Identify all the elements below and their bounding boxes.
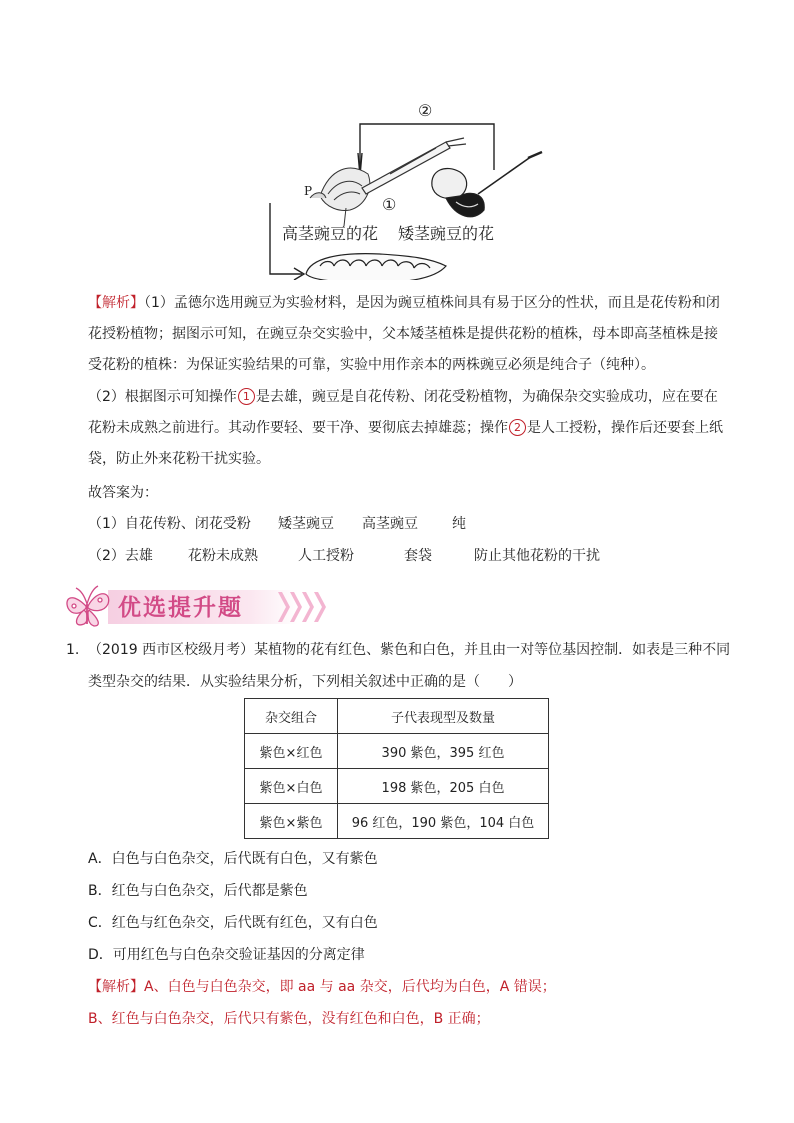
question-stem-line2: 类型杂交的结果．从实验结果分析，下列相关叙述中正确的是（ ）: [88, 674, 522, 690]
circled-number-2: 2: [509, 419, 526, 436]
question-number: 1.: [66, 642, 80, 658]
table-header-cell: 杂交组合: [245, 699, 338, 734]
analysis1-p2-line2: [88, 418, 723, 438]
answers-row2-c5: 防止其他花粉的干扰: [474, 548, 600, 564]
question-source: （2019 西市区校级月考）: [88, 642, 255, 658]
analysis1-p2-line3: 袋，防止外来花粉干扰实验。: [88, 451, 270, 467]
answers-row1-c2: 矮茎豌豆: [278, 516, 334, 532]
analysis1-text-line1: （1）孟德尔选用豌豆为实验材料，是因为豌豆植株间具有易于区分的性状，而且是花传粉和闭: [144, 295, 720, 311]
answers-row1-c4: 纯: [452, 516, 466, 532]
table-row: [245, 769, 549, 804]
table-cell: 紫色×紫色: [245, 804, 338, 839]
question-stem-line1: [88, 640, 730, 660]
figure-caption-short: 矮茎豌豆的花: [398, 224, 495, 243]
analysis2-line2: B、红色与白色杂交，后代只有紫色，没有红色和白色，B 正确；: [88, 1011, 490, 1027]
option-a: A．白色与白色杂交，后代既有白色，又有紫色: [88, 851, 378, 867]
section-banner-title: 优选提升题: [118, 595, 243, 621]
answers-row2-c2: 花粉未成熟: [188, 548, 258, 564]
option-c: C．红色与红色杂交，后代既有红色，又有白色: [88, 915, 378, 931]
answers-title: 故答案为：: [88, 485, 158, 501]
butterfly-icon: [67, 586, 109, 626]
table-header-cell: 子代表现型及数量: [338, 699, 549, 734]
figure-caption-tall: 高茎豌豆的花: [282, 224, 379, 243]
table-cell: 紫色×红色: [245, 734, 338, 769]
answers-row2-c1: （2）去雄: [88, 548, 153, 564]
figure-label-p: P: [304, 184, 313, 198]
analysis1-line1: [88, 293, 720, 313]
pea-pod-icon: [306, 254, 446, 280]
table-row: [245, 804, 549, 839]
answers-row2-c4: 套袋: [404, 548, 432, 564]
question-stem1: 某植物的花有红色、紫色和白色，并且由一对等位基因控制．如表是三种不同: [254, 642, 731, 658]
analysis2-line1: [88, 977, 556, 997]
analysis1-p2-line1-b: 是去雄，豌豆是自花传粉、闭花受粉植物，为确保杂交实验成功，应在要在: [255, 389, 718, 405]
figure-label-step1: ①: [382, 195, 397, 214]
answers-row1-c1: （1）自花传粉、闭花受粉: [88, 516, 251, 532]
analysis1-p2-line2-a: 花粉未成熟之前进行。其动作要轻、要干净、要彻底去掉雄蕊；操作: [88, 420, 508, 436]
pea-cross-figure: [260, 98, 550, 280]
results-table: [244, 698, 549, 839]
table-cell: 紫色×白色: [245, 769, 338, 804]
analysis1-line3: 受花粉的植株：为保证实验结果的可靠，实验中用作亲本的两株豌豆必须是纯合子（纯种）。: [88, 357, 655, 373]
circled-number-1: 1: [238, 388, 255, 405]
table-header-row: [245, 699, 549, 734]
table-row: [245, 734, 549, 769]
answers-row2-c3: 人工授粉: [298, 548, 354, 564]
table-cell: 390 紫色，395 红色: [338, 734, 549, 769]
analysis1-p2-line1-a: （2）根据图示可知操作: [88, 389, 237, 405]
answers-row1-c3: 高茎豌豆: [362, 516, 418, 532]
table-cell: 96 红色，190 紫色，104 白色: [338, 804, 549, 839]
analysis1-p2-line1: [88, 387, 718, 407]
analysis1-line2: 花授粉植物；据图示可知，在豌豆杂交实验中，父本矮茎植株是提供花粉的植株，母本即高茎植株是接: [88, 326, 718, 342]
option-d: D．可用红色与白色杂交验证基因的分离定律: [88, 947, 365, 963]
option-b: B．红色与白色杂交，后代都是紫色: [88, 883, 308, 899]
analysis2-text-line1: A、白色与白色杂交，即 aa 与 aa 杂交，后代均为白色，A 错误；: [144, 979, 556, 995]
analysis1-p2-line2-b: 是人工授粉，操作后还要套上纸: [527, 420, 723, 436]
figure-label-step2: ②: [418, 101, 433, 120]
table-cell: 198 紫色，205 白色: [338, 769, 549, 804]
analysis1-tag: 【解析】: [88, 295, 144, 311]
analysis2-tag: 【解析】: [88, 979, 144, 995]
